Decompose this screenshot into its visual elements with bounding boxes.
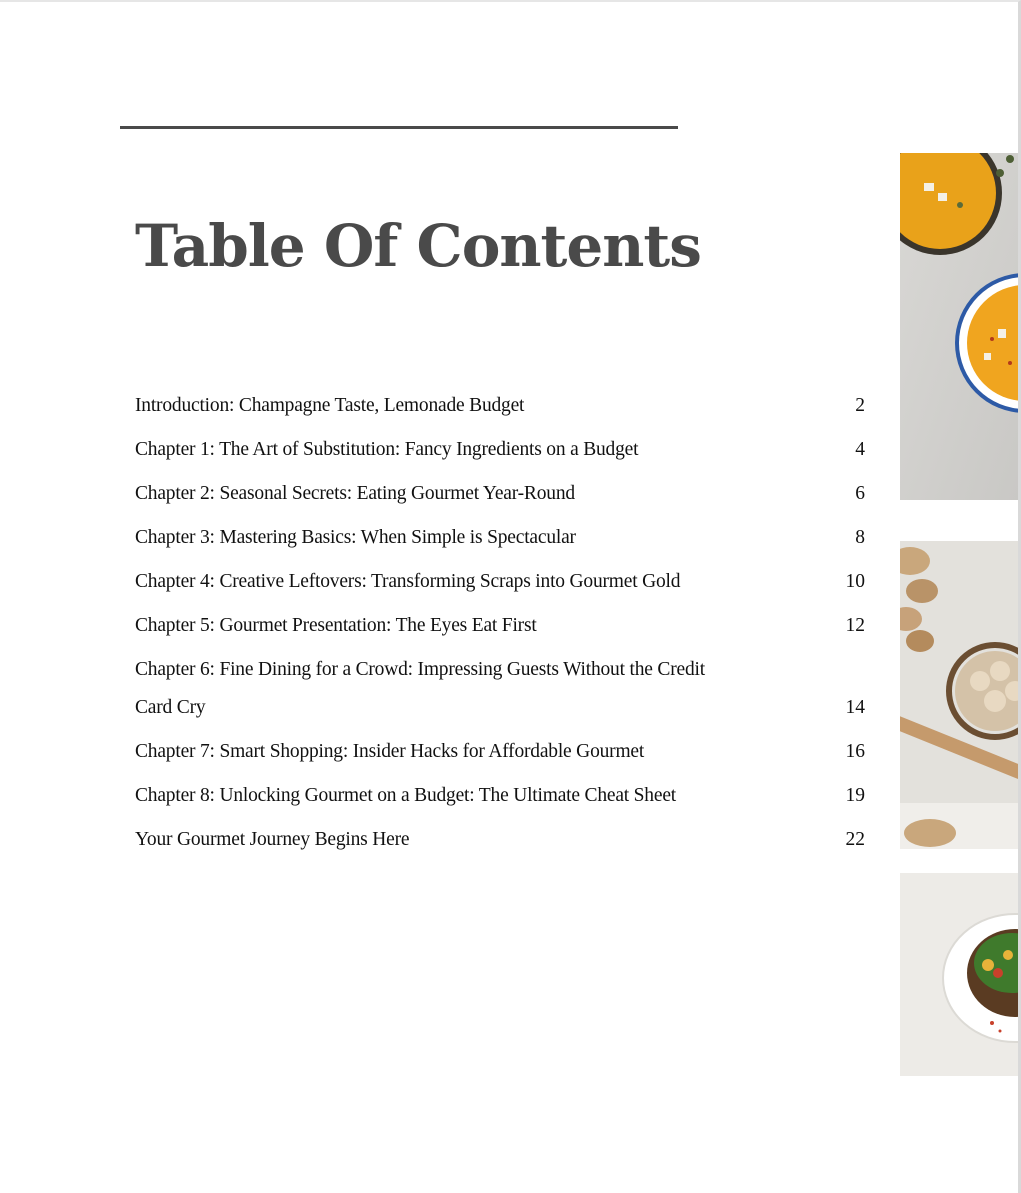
toc-entry[interactable] <box>135 607 865 645</box>
toc-entry-label: Chapter 3: Mastering Basics: When Simple is Spectacular <box>135 527 576 548</box>
toc-entry[interactable] <box>135 387 865 425</box>
toc-entry-page: 10 <box>845 571 865 592</box>
toc-entry-label: Your Gourmet Journey Begins Here <box>135 829 410 850</box>
toc-entry-label: Chapter 2: Seasonal Secrets: Eating Gourmet Year-Round <box>135 483 575 504</box>
toc-entry-label: Chapter 5: Gourmet Presentation: The Eyes Eat First <box>135 615 537 636</box>
toc-entry-page: 22 <box>845 829 865 850</box>
toc-entry-label: Chapter 6: Fine Dining for a Crowd: Impressing Guests Without the Credit Card Cry <box>135 659 705 718</box>
toc-entry-page: 16 <box>845 741 865 762</box>
title-rule <box>120 126 678 129</box>
toc-entry-label: Introduction: Champagne Taste, Lemonade Budget <box>135 395 525 416</box>
open-sandwich-plate-photo <box>900 873 1018 1076</box>
pumpkin-soup-photo <box>900 153 1018 500</box>
toc-entry-label: Chapter 1: The Art of Substitution: Fancy Ingredients on a Budget <box>135 439 639 460</box>
toc-entry-page: 14 <box>845 697 865 718</box>
toc-entry[interactable] <box>135 563 865 601</box>
toc-entry-page: 8 <box>855 527 865 548</box>
toc-entry[interactable] <box>135 519 865 557</box>
toc-entry-page: 4 <box>855 439 865 460</box>
toc-entry-page: 19 <box>845 785 865 806</box>
toc-entry-page: 2 <box>855 395 865 416</box>
bread-rolls-basket-photo <box>900 541 1018 849</box>
toc-entry[interactable] <box>135 821 865 859</box>
toc-entry[interactable] <box>135 733 865 771</box>
toc-entry[interactable] <box>135 651 865 727</box>
page-title: Table Of Contents <box>135 212 701 280</box>
toc-entry-label: Chapter 7: Smart Shopping: Insider Hacks for Affordable Gourmet <box>135 741 645 762</box>
toc-entry-page: 6 <box>855 483 865 504</box>
toc-entry-page: 12 <box>845 615 865 636</box>
toc-entry[interactable] <box>135 777 865 815</box>
toc-entry-label: Chapter 4: Creative Leftovers: Transforming Scraps into Gourmet Gold <box>135 571 681 592</box>
toc-list <box>135 387 865 865</box>
toc-entry[interactable] <box>135 475 865 513</box>
toc-entry-label: Chapter 8: Unlocking Gourmet on a Budget: The Ultimate Cheat Sheet <box>135 785 676 806</box>
toc-entry[interactable] <box>135 431 865 469</box>
